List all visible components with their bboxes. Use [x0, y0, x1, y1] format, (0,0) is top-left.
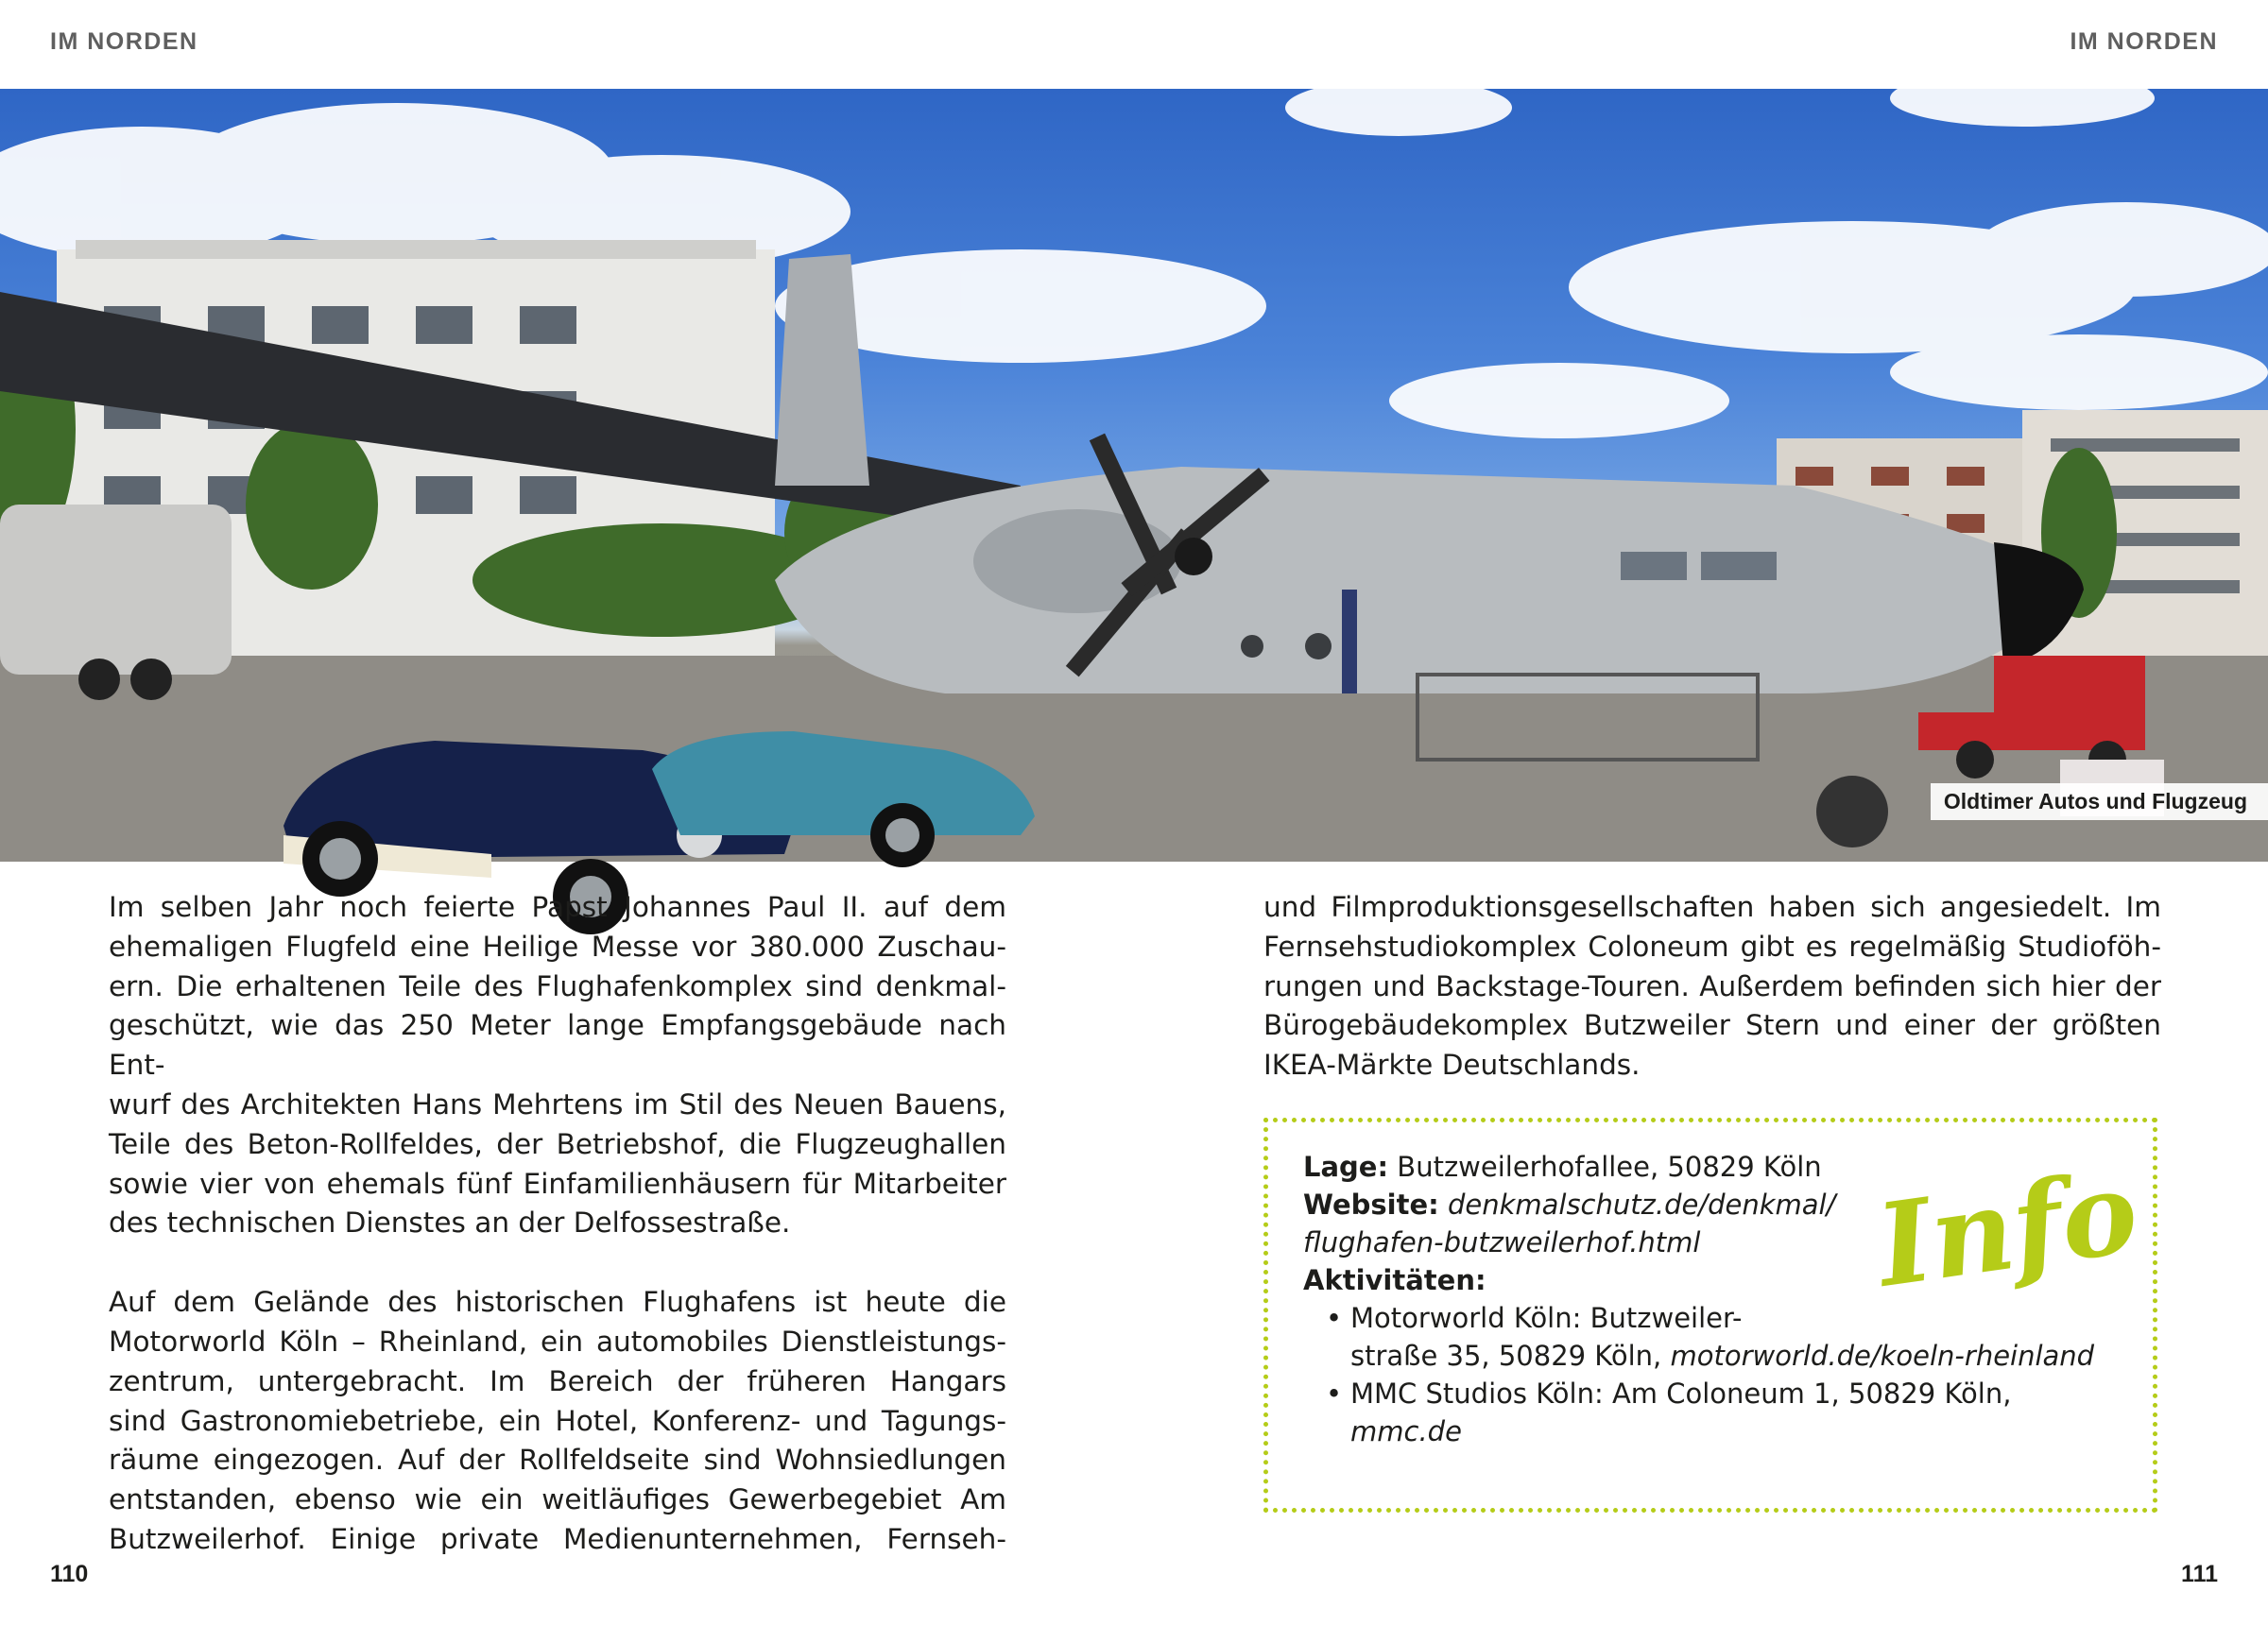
info-box [1263, 1118, 2157, 1513]
list-item [1350, 1299, 2116, 1375]
website-label: Website: [1303, 1189, 1439, 1221]
website-link-cont[interactable]: flughafen-butzweilerhof.html [1303, 1226, 1701, 1258]
photo-oldtimer-airplane [0, 89, 2268, 862]
text-line: IKEA-Märkte Deutschlands. [1263, 1049, 1641, 1082]
text-line: und Filmproduktionsgesellschaften haben sich angesiedelt. Im [1263, 891, 2161, 923]
running-head-right: IM NORDEN [2070, 28, 2218, 55]
page-number-right: 111 [2181, 1561, 2218, 1587]
page-number-left: 110 [50, 1561, 89, 1587]
text-line: ehemaligen Flugfeld eine Heilige Messe vor 380.000 Zuschau- [109, 930, 1006, 963]
activity-1-line1: Motorworld Köln: Butzweiler- [1350, 1302, 1743, 1334]
left-column-text [109, 888, 1006, 1560]
text-line: zentrum, untergebracht. Im Bereich der früheren Hangars [109, 1364, 1006, 1397]
activity-1-link[interactable]: motorworld.de/koeln-rheinland [1670, 1340, 2095, 1372]
text-line: geschützt, wie das 250 Meter lange Empfangsgebäude nach Ent- [109, 1009, 1006, 1082]
photo-illustration [0, 89, 2268, 862]
text-line: ern. Die erhaltenen Teile des Flughafenkomplex sind denkmal- [109, 969, 1006, 1002]
activities-list [1303, 1299, 2116, 1450]
text-line: entstanden, ebenso wie ein weitläufiges Gewerbegebiet Am [109, 1483, 1006, 1516]
text-line: Bürogebäudekomplex Butzweiler Stern und einer der größten [1263, 1009, 2161, 1042]
info-website-cont [1303, 1224, 2116, 1261]
text-line: räume eingezogen. Auf der Rollfeldseite sind Wohnsiedlungen [109, 1444, 1006, 1477]
text-line: Motorworld Köln – Rheinland, ein automobiles Dienstleistungs- [109, 1325, 1006, 1358]
info-logo-text: Info [1869, 1144, 2146, 1313]
info-activities [1303, 1261, 2116, 1299]
activities-label: Aktivitäten: [1303, 1264, 1486, 1296]
horse-trailer [0, 505, 232, 700]
text-line: Butzweilerhof. Einige private Medienunternehmen, Fernseh- [109, 1522, 1006, 1555]
text-line: des technischen Dienstes an der Delfossestraße. [109, 1207, 791, 1240]
text-line: wurf des Architekten Hans Mehrtens im Stil des Neuen Bauens, [109, 1087, 1006, 1121]
running-head-left: IM NORDEN [50, 28, 198, 55]
text-line: sowie vier von ehemals fünf Einfamilienhäusern für Mitarbeiter [109, 1167, 1006, 1200]
info-location [1303, 1148, 2116, 1186]
list-item [1350, 1375, 2116, 1450]
activity-2-link[interactable]: mmc.de [1350, 1415, 1462, 1447]
text-line: sind Gastronomiebetriebe, ein Hotel, Konferenz- und Tagungs- [109, 1404, 1006, 1437]
photo-caption: Oldtimer Autos und Flugzeug [1931, 783, 2268, 820]
text-line: Auf dem Gelände des historischen Flughafens ist heute die [109, 1286, 1006, 1319]
text-line: rungen und Backstage-Touren. Außerdem befinden sich hier der [1263, 969, 2161, 1002]
paragraph-gap [109, 1243, 1006, 1283]
text-line: Teile des Beton-Rollfeldes, der Betriebshof, die Flugzeughallen [109, 1127, 1006, 1160]
location-value: Butzweilerhofallee, 50829 Köln [1397, 1151, 1822, 1183]
website-link[interactable]: denkmalschutz.de/denkmal/ [1447, 1189, 1836, 1221]
location-label: Lage: [1303, 1151, 1389, 1183]
info-website [1303, 1186, 2116, 1224]
text-line: Im selben Jahr noch feierte Papst Johannes Paul II. auf dem [109, 891, 1006, 923]
activity-2-line1: MMC Studios Köln: Am Coloneum 1, 50829 Köln, [1350, 1378, 2012, 1410]
activity-1-line2: straße 35, 50829 Köln, [1350, 1340, 1671, 1372]
info-content [1303, 1148, 2116, 1450]
text-line: Fernsehstudiokomplex Coloneum gibt es regelmäßig Studioföh- [1263, 930, 2161, 963]
right-column-text [1263, 888, 2161, 1086]
